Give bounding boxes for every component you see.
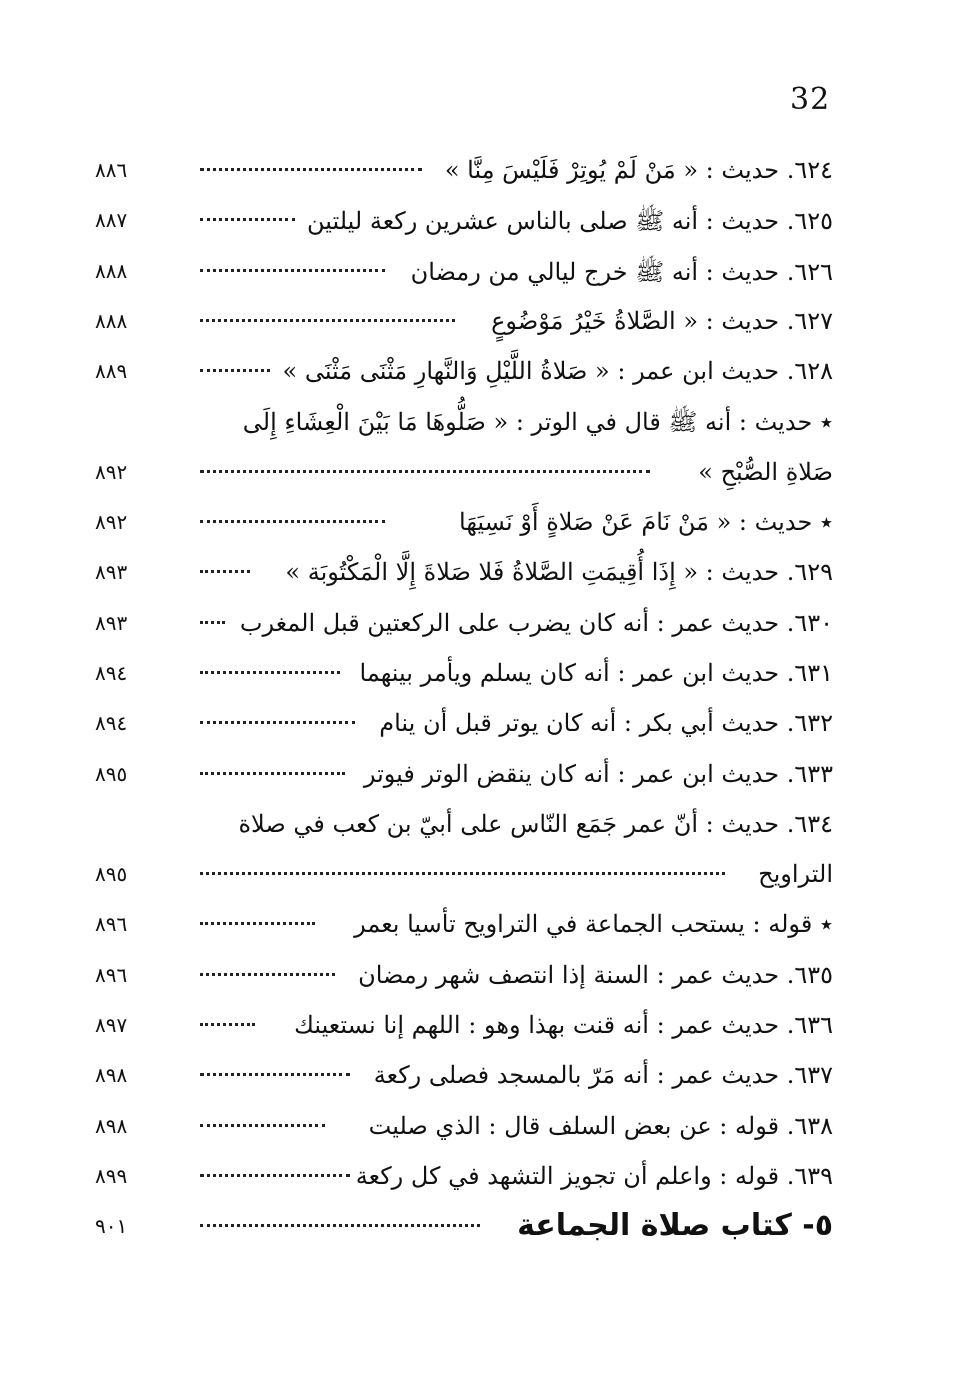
toc-entry bbox=[0, 502, 953, 552]
dot-leader bbox=[200, 671, 340, 674]
dot-leader bbox=[200, 570, 250, 573]
toc-entry bbox=[0, 1106, 953, 1156]
entry-page-ref: ٩٠١ bbox=[95, 1214, 128, 1239]
toc-entry bbox=[0, 552, 953, 602]
table-of-contents bbox=[0, 150, 953, 1257]
dot-leader bbox=[200, 1073, 350, 1076]
entry-page-ref: ٨٨٨ bbox=[95, 308, 128, 333]
entry-text: ٦٣٨. قوله : عن بعض السلف قال : الذي صليت bbox=[368, 1111, 833, 1140]
entry-page-ref: ٨٩٥ bbox=[95, 761, 128, 786]
dot-leader bbox=[200, 721, 355, 724]
toc-entry bbox=[0, 955, 953, 1005]
toc-entry bbox=[0, 754, 953, 804]
entry-page-ref: ٨٩٧ bbox=[95, 1013, 128, 1038]
chapter-heading bbox=[0, 1206, 953, 1256]
entry-text: ٦٢٥. حديث : أنه ﷺ صلى بالناس عشرين ركعة ليلتين bbox=[306, 207, 833, 236]
dot-leader bbox=[200, 922, 315, 925]
entry-page-ref: ٨٩٤ bbox=[95, 660, 128, 685]
entry-page-ref: ٨٨٧ bbox=[95, 208, 128, 233]
chapter-title: ٥- كتاب صلاة الجماعة bbox=[517, 1208, 833, 1244]
entry-page-ref: ٨٩٩ bbox=[95, 1163, 128, 1188]
dot-leader bbox=[200, 520, 385, 523]
entry-text: ٦٢٩. حديث : « إِذَا أُقِيمَتِ الصَّلاةُ فَلا صَلاةَ إِلَّا الْمَكْتُوبَة » bbox=[285, 558, 833, 587]
entry-text: ٦٣٥. حديث عمر : السنة إذا انتصف شهر رمضان bbox=[358, 960, 833, 989]
dot-leader bbox=[200, 1023, 255, 1026]
entry-page-ref: ٨٩٣ bbox=[95, 610, 128, 635]
dot-leader bbox=[200, 470, 650, 473]
entry-text: ٦٣٢. حديث أبي بكر : أنه كان يوتر قبل أن ينام bbox=[379, 709, 833, 738]
toc-entry bbox=[0, 703, 953, 753]
entry-text: ٦٣٩. قوله : واعلم أن تجويز التشهد في كل ركعة bbox=[355, 1161, 833, 1190]
entry-page-ref: ٨٩٦ bbox=[95, 962, 128, 987]
dot-leader bbox=[200, 1224, 480, 1227]
entry-text: ٦٣٤. حديث : أنّ عمر جَمَع النّاس على أبيّ بن كعب في صلاة bbox=[238, 809, 833, 838]
entry-text: ٭ حديث : أنه ﷺ قال في الوتر : « صَلُّوهَا مَا بَيْنَ الْعِشَاءِ إِلَى bbox=[242, 408, 833, 437]
entry-text: ٦٢٤. حديث : « مَنْ لَمْ يُوتِرْ فَلَيْسَ مِنَّا » bbox=[444, 156, 833, 184]
toc-entry bbox=[0, 150, 953, 200]
entry-page-ref: ٨٩٤ bbox=[95, 711, 128, 736]
entry-text: ٭ حديث : « مَنْ نَامَ عَنْ صَلاةٍ أَوْ نَسِيَهَا bbox=[459, 508, 833, 537]
toc-entry bbox=[0, 653, 953, 703]
toc-entry bbox=[0, 603, 953, 653]
entry-text: ٦٣٣. حديث ابن عمر : أنه كان ينقض الوتر فيوتر bbox=[363, 759, 833, 788]
entry-text: ٦٢٦. حديث : أنه ﷺ خرج ليالي من رمضان bbox=[410, 257, 833, 286]
dot-leader bbox=[200, 772, 345, 775]
entry-page-ref: ٨٩٢ bbox=[95, 459, 128, 484]
dot-leader bbox=[200, 621, 225, 624]
entry-text: ٦٣٦. حديث عمر : أنه قنت بهذا وهو : اللهم إنا نستعينك bbox=[294, 1011, 833, 1040]
entry-page-ref: ٨٩٥ bbox=[95, 862, 128, 887]
entry-text: ٦٢٨. حديث ابن عمر : « صَلاةُ اللَّيْلِ وَالنَّهارِ مَثْنَى مَثْنَى » bbox=[282, 357, 833, 386]
entry-text: ٦٣١. حديث ابن عمر : أنه كان يسلم ويأمر بينهما bbox=[359, 658, 833, 687]
toc-entry bbox=[0, 401, 953, 451]
dot-leader bbox=[200, 269, 385, 272]
toc-entry bbox=[0, 804, 953, 854]
entry-page-ref: ٨٩٦ bbox=[95, 912, 128, 937]
dot-leader bbox=[200, 872, 725, 875]
entry-page-ref: ٨٩٨ bbox=[95, 1113, 128, 1138]
entry-page-ref: ٨٩٢ bbox=[95, 510, 128, 535]
entry-text: ٦٣٠. حديث عمر : أنه كان يضرب على الركعتين قبل المغرب bbox=[239, 608, 833, 637]
dot-leader bbox=[200, 973, 335, 976]
entry-text: ٦٣٧. حديث عمر : أنه مَرّ بالمسجد فصلى ركعة bbox=[373, 1061, 833, 1090]
dot-leader bbox=[200, 369, 270, 372]
entry-text: ٭ قوله : يستحب الجماعة في التراويح تأسيا بعمر bbox=[354, 910, 833, 939]
toc-entry bbox=[0, 854, 953, 904]
toc-entry bbox=[0, 904, 953, 954]
entry-page-ref: ٨٨٨ bbox=[95, 258, 128, 283]
dot-leader bbox=[200, 168, 422, 171]
entry-page-ref: ٨٩٣ bbox=[95, 560, 128, 585]
entry-text: صَلاةِ الصُّبْحِ » bbox=[698, 457, 833, 486]
toc-entry bbox=[0, 200, 953, 250]
toc-entry bbox=[0, 1156, 953, 1206]
dot-leader bbox=[200, 319, 455, 322]
toc-entry bbox=[0, 1055, 953, 1105]
entry-page-ref: ٨٨٩ bbox=[95, 359, 128, 384]
toc-entry bbox=[0, 301, 953, 351]
dot-leader bbox=[200, 1174, 350, 1177]
entry-page-ref: ٨٨٦ bbox=[95, 158, 128, 182]
toc-entry bbox=[0, 1005, 953, 1055]
entry-page-ref: ٨٩٨ bbox=[95, 1063, 128, 1088]
dot-leader bbox=[200, 218, 295, 221]
dot-leader bbox=[200, 1124, 325, 1127]
entry-text: التراويح bbox=[758, 860, 833, 889]
entry-text: ٦٢٧. حديث : « الصَّلاةُ خَيْرُ مَوْضُوعٍ bbox=[491, 306, 833, 335]
toc-entry bbox=[0, 251, 953, 301]
page-number: 32 bbox=[790, 82, 831, 117]
toc-entry bbox=[0, 351, 953, 401]
toc-entry bbox=[0, 452, 953, 502]
